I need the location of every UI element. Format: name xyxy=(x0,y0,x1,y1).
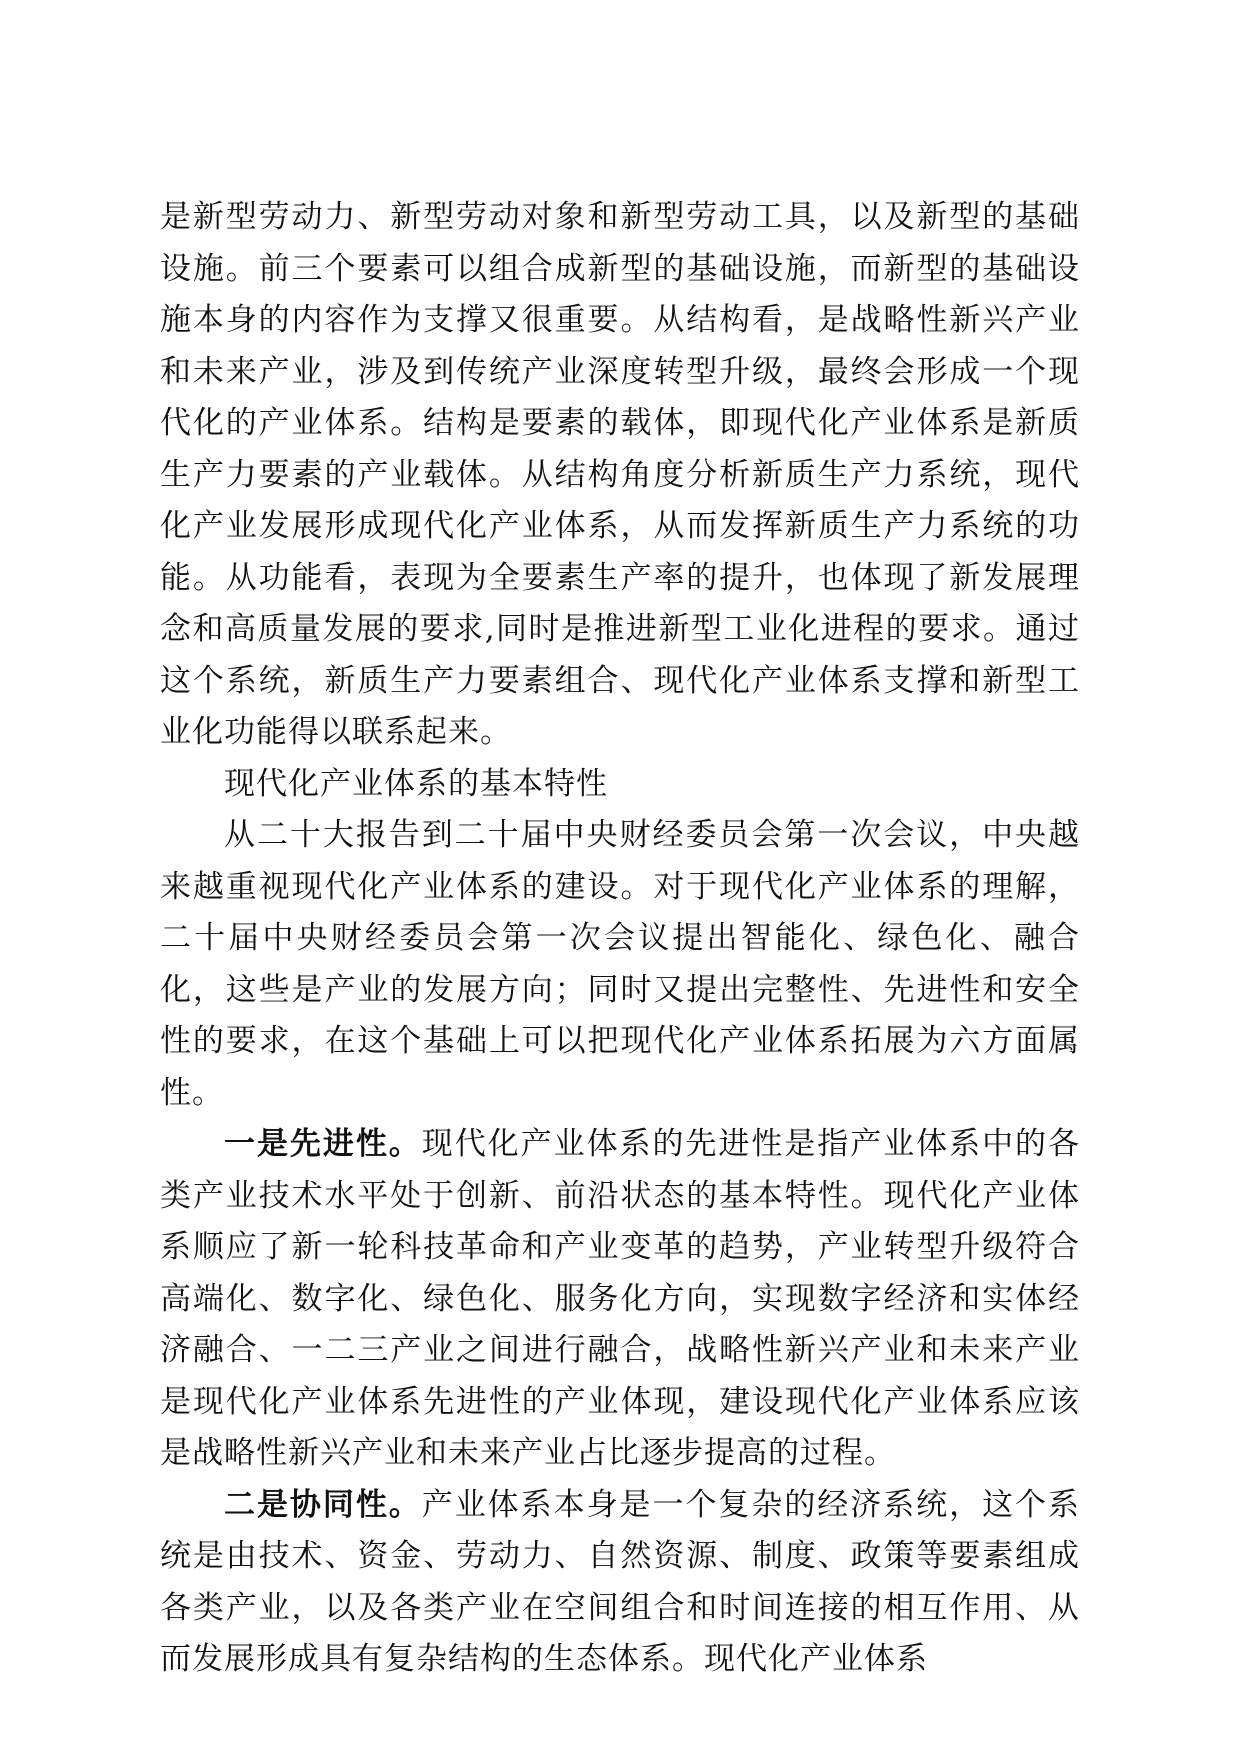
paragraph-point-synergy xyxy=(160,1480,1080,1686)
paragraph-intro: 从二十大报告到二十届中央财经委员会第一次会议，中央越来越重视现代化产业体系的建设。对于现代化产业体系的理解，二十届中央财经委员会第一次会议提出智能化、绿色化、融合化，这些是产业的发展方向；同时又提出完整性、先进性和安全性的要求，在这个基础上可以把现代化产业体系拓展为六方面属性。 xyxy=(160,817,1080,1111)
document-page xyxy=(160,192,1080,1686)
section-heading: 现代化产业体系的基本特性 xyxy=(224,765,608,802)
point-advanced-text: 现代化产业体系的先进性是指产业体系中的各类产业技术水平处于创新、前沿状态的基本特性。现代化产业体系顺应了新一轮科技革命和产业变革的趋势，产业转型升级符合高端化、数字化、绿色化、服务化方向，实现数字经济和实体经济融合、一二三产业之间进行融合，战略性新兴产业和未来产业是现代化产业体系先进性的产业体现，建设现代化产业体系应该是战略性新兴产业和未来产业占比逐步提高的过程。 xyxy=(160,1126,1081,1471)
point-advanced-lead: 一是先进性。 xyxy=(224,1126,422,1162)
point-synergy-lead: 二是协同性。 xyxy=(224,1486,422,1523)
point-synergy-text: 产业体系本身是一个复杂的经济系统，这个系统是由技术、资金、劳动力、自然资源、制度、政策等要素组成各类产业，以及各类产业在空间组合和时间连接的相互作用、从而发展形成具有复杂结构的生态体系。现代化产业体系 xyxy=(160,1486,1081,1677)
paragraph-continuation: 是新型劳动力、新型劳动对象和新型劳动工具，以及新型的基础设施。前三个要素可以组合成新型的基础设施，而新型的基础设施本身的内容作为支撑又很重要。从结构看，是战略性新兴产业和未来产业，涉及到传统产业深度转型升级，最终会形成一个现代化的产业体系。结构是要素的载体，即现代化产业体系是新质生产力要素的产业载体。从结构角度分析新质生产力系统，现代化产业发展形成现代化产业体系，从而发挥新质生产力系统的功能。从功能看，表现为全要素生产率的提升，也体现了新发展理念和高质量发展的要求,同时是推进新型工业化进程的要求。通过这个系统，新质生产力要素组合、现代化产业体系支撑和新型工业化功能得以联系起来。 xyxy=(160,199,1080,750)
paragraph-point-advanced xyxy=(160,1119,1080,1480)
